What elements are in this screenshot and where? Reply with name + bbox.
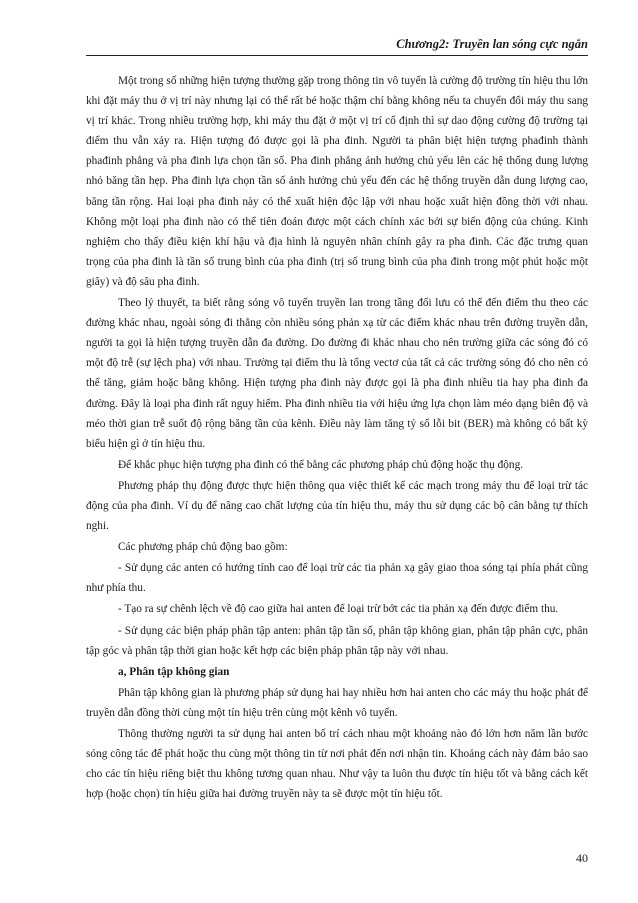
paragraph-fading-intro: Một trong số những hiện tượng thường gặp trong thông tin vô tuyến là cường độ trường tín hiệu thu lớn khi đặt máy thu ở vị trí này nhưng lại có thể rất bé hoặc thậm chí bằng không nếu ta chuyển đổi máy thu sang vị trí khác. Trong nhiều trường hợp, khi máy thu đặt ở một vị trí cố định thì sự dao động cường độ trường tại điểm thu vẫn xảy ra. Hiện tượng đó được gọi là pha đinh. Người ta phân biệt hiện tượng phađinh thành phađinh phẳng và pha đinh lựa chọn tần số. Pha đinh phẳng ảnh hưởng chủ yếu lên các hệ thống dung lượng nhỏ băng tần hẹp. Pha đinh lựa chọn tần số ảnh hưởng chủ yếu đến các hệ thống truyền dẫn dung lượng cao, băng tần rộng. Hai loại pha đinh này có thể xuất hiện độc lập với nhau hoặc xuất hiện đồng thời với nhau. Không một loại pha đinh nào có thể tiên đoán được một cách chính xác bởi sự biến động của chúng. Kinh nghiệm cho thấy điều kiện khí hậu và địa hình là nguyên nhân chính gây ra pha đinh. Các đặc trưng quan trọng của pha đinh là tần số trung bình của pha đinh (trị số trung bình của pha đinh trong một phút hoặc một giây) và độ sâu pha đinh. [86,75,588,288]
section-heading-space-diversity: a, Phân tập không gian [118,665,230,678]
bullet-antenna-height: - Tạo ra sự chênh lệch về độ cao giữa hai anten để loại trừ bớt các tia phản xạ đến được điểm thu. [118,603,559,616]
paragraph-remedy-methods: Để khắc phục hiện tượng pha đinh có thể bằng các phương pháp chủ động hoặc thụ động. [118,458,524,471]
paragraph-passive-method: Phương pháp thụ động được thực hiện thông qua việc thiết kế các mạch trong máy thu để loại trừ tác động của pha đinh. Ví dụ để nâng cao chất lượng của tín hiệu thu, máy thu sử dụng các bộ cân bằng tự thích nghi. [86,479,588,533]
page-body [86,71,588,805]
paragraph-active-methods-intro: Các phương pháp chủ động bao gồm: [118,541,288,554]
bullet-diversity: - Sử dụng các biện pháp phân tập anten: phân tập tần số, phân tập không gian, phân tập phân cực, phân tập góc và phân tập thời gian hoặc kết hợp các biện pháp phân tập này với nhau. [86,624,588,657]
paragraph-multipath-theory: Theo lý thuyết, ta biết rằng sóng vô tuyến truyền lan trong tầng đối lưu có thể đến điểm thu theo các đường khác nhau, ngoài sóng đi thẳng còn nhiều sóng phản xạ từ các điểm khác nhau trên đường truyền dẫn, người ta gọi là hiện tượng truyền dẫn đa đường. Do đường đi khác nhau cho nên trường giữa các sóng đó có một độ trễ (sự lệch pha) với nhau. Trường tại điểm thu là tổng vectơ của tất cả các trường sóng đó cho nên có thể tăng, giảm hoặc bằng không. Hiện tượng pha đinh này được gọi là pha đinh nhiều tia hay pha đinh đa đường. Đây là loại pha đinh rất nguy hiểm. Pha đinh nhiều tia với hiệu ứng lựa chọn làm méo dạng biên độ và méo thời gian trễ suốt độ rộng băng tần của kênh. Điều này làm tăng tỷ số lỗi bit (BER) mà không có bất kỳ biểu hiện gì ở tín hiệu thu. [86,297,588,450]
paragraph-space-diversity-definition: Phân tập không gian là phương pháp sử dụng hai hay nhiều hơn hai anten cho các máy thu hoặc phát để truyền dẫn đồng thời cùng một tín hiệu trên cùng một kênh vô tuyến. [86,686,588,719]
bullet-directional-antenna: - Sử dụng các anten có hướng tính cao để loại trừ các tia phản xạ gây giao thoa sóng tại phía phát cũng như phía thu. [86,562,588,595]
chapter-header: Chương2: Truyền lan sóng cực ngắn [86,37,588,56]
page-number: 40 [576,851,588,865]
paragraph-space-diversity-detail: Thông thường người ta sử dụng hai anten bố trí cách nhau một khoảng nào đó lớn hơn năm lần bước sóng công tác để phát hoặc thu cùng một thông tin từ nơi phát đến nơi nhận tin. Khoảng cách này đảm bảo sao cho các tín hiệu riêng biệt thu không tương quan nhau. Như vậy ta luôn thu được tín hiệu tốt và bằng cách kết hợp (hoặc chọn) tín hiệu giữa hai đường truyền này ta sẽ được một tín hiệu tốt. [86,728,588,801]
